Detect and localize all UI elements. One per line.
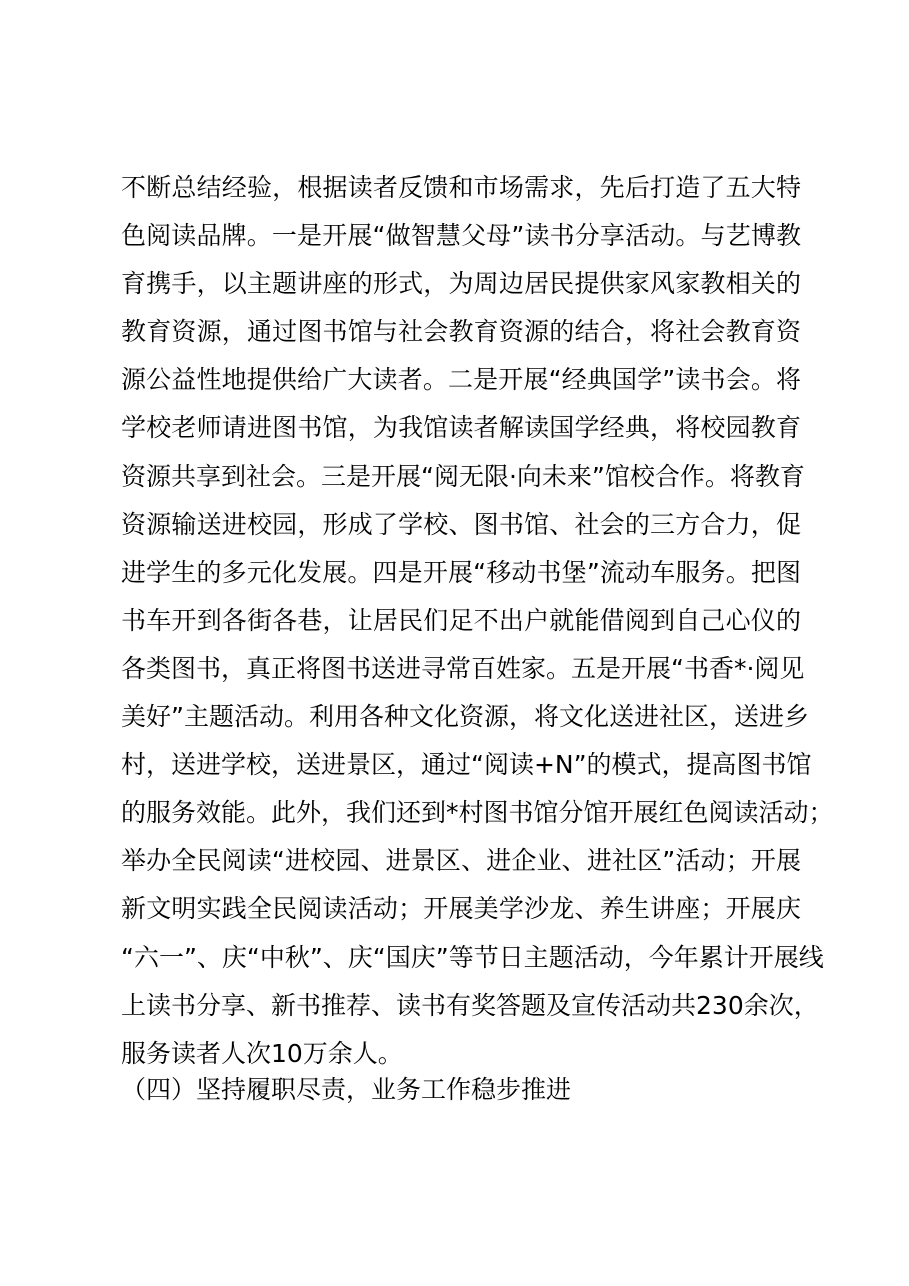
paragraph-line: 上读书分享、新书推荐、读书有奖答题及宣传活动共230余次，: [121, 990, 819, 1020]
paragraph-line: 美好”主题活动。利用各种文化资源，将文化送进社区，送进乡: [121, 702, 809, 732]
paragraph-line: 服务读者人次10万余人。: [121, 1038, 403, 1068]
paragraph-line: 资源输送进校园，形成了学校、图书馆、社会的三方合力，促: [121, 509, 801, 539]
paragraph-line: 书车开到各街各巷，让居民们足不出户就能借阅到自己心仪的: [121, 605, 801, 635]
paragraph-line: 色阅读品牌。一是开展“做智慧父母”读书分享活动。与艺博教: [121, 221, 801, 251]
paragraph-line: 举办全民阅读“进校园、进景区、进企业、进社区”活动；开展: [121, 846, 801, 876]
body-paragraph: [121, 164, 834, 1078]
paragraph-line: 进学生的多元化发展。四是开展“移动书堡”流动车服务。把图: [121, 557, 801, 587]
paragraph-line: 各类图书，真正将图书送进寻常百姓家。五是开展“书香*·阅见: [121, 653, 805, 683]
paragraph-line: 育携手，以主题讲座的形式，为周边居民提供家风家教相关的: [121, 269, 801, 299]
paragraph-line: 不断总结经验，根据读者反馈和市场需求，先后打造了五大特: [121, 173, 801, 202]
paragraph-line: 学校老师请进图书馆，为我馆读者解读国学经典，将校园教育: [121, 413, 801, 443]
section-subheading: （四）坚持履职尽责，业务工作稳步推进: [121, 1075, 572, 1104]
paragraph-line: 的服务效能。此外，我们还到*村图书馆分馆开展红色阅读活动；: [121, 798, 834, 828]
paragraph-line: 教育资源，通过图书馆与社会教育资源的结合，将社会教育资: [121, 317, 801, 347]
paragraph-line: “六一”、庆“中秋”、庆“国庆”等节日主题活动，今年累计开展线: [121, 942, 824, 972]
paragraph-line: 新文明实践全民阅读活动；开展美学沙龙、养生讲座；开展庆: [121, 894, 801, 924]
paragraph-line: 源公益性地提供给广大读者。二是开展“经典国学”读书会。将: [121, 365, 801, 395]
paragraph-line: 资源共享到社会。三是开展“阅无限·向未来”馆校合作。将教育: [121, 461, 805, 491]
paragraph-line: 村，送进学校，送进景区，通过“阅读+N”的模式，提高图书馆: [121, 750, 812, 780]
